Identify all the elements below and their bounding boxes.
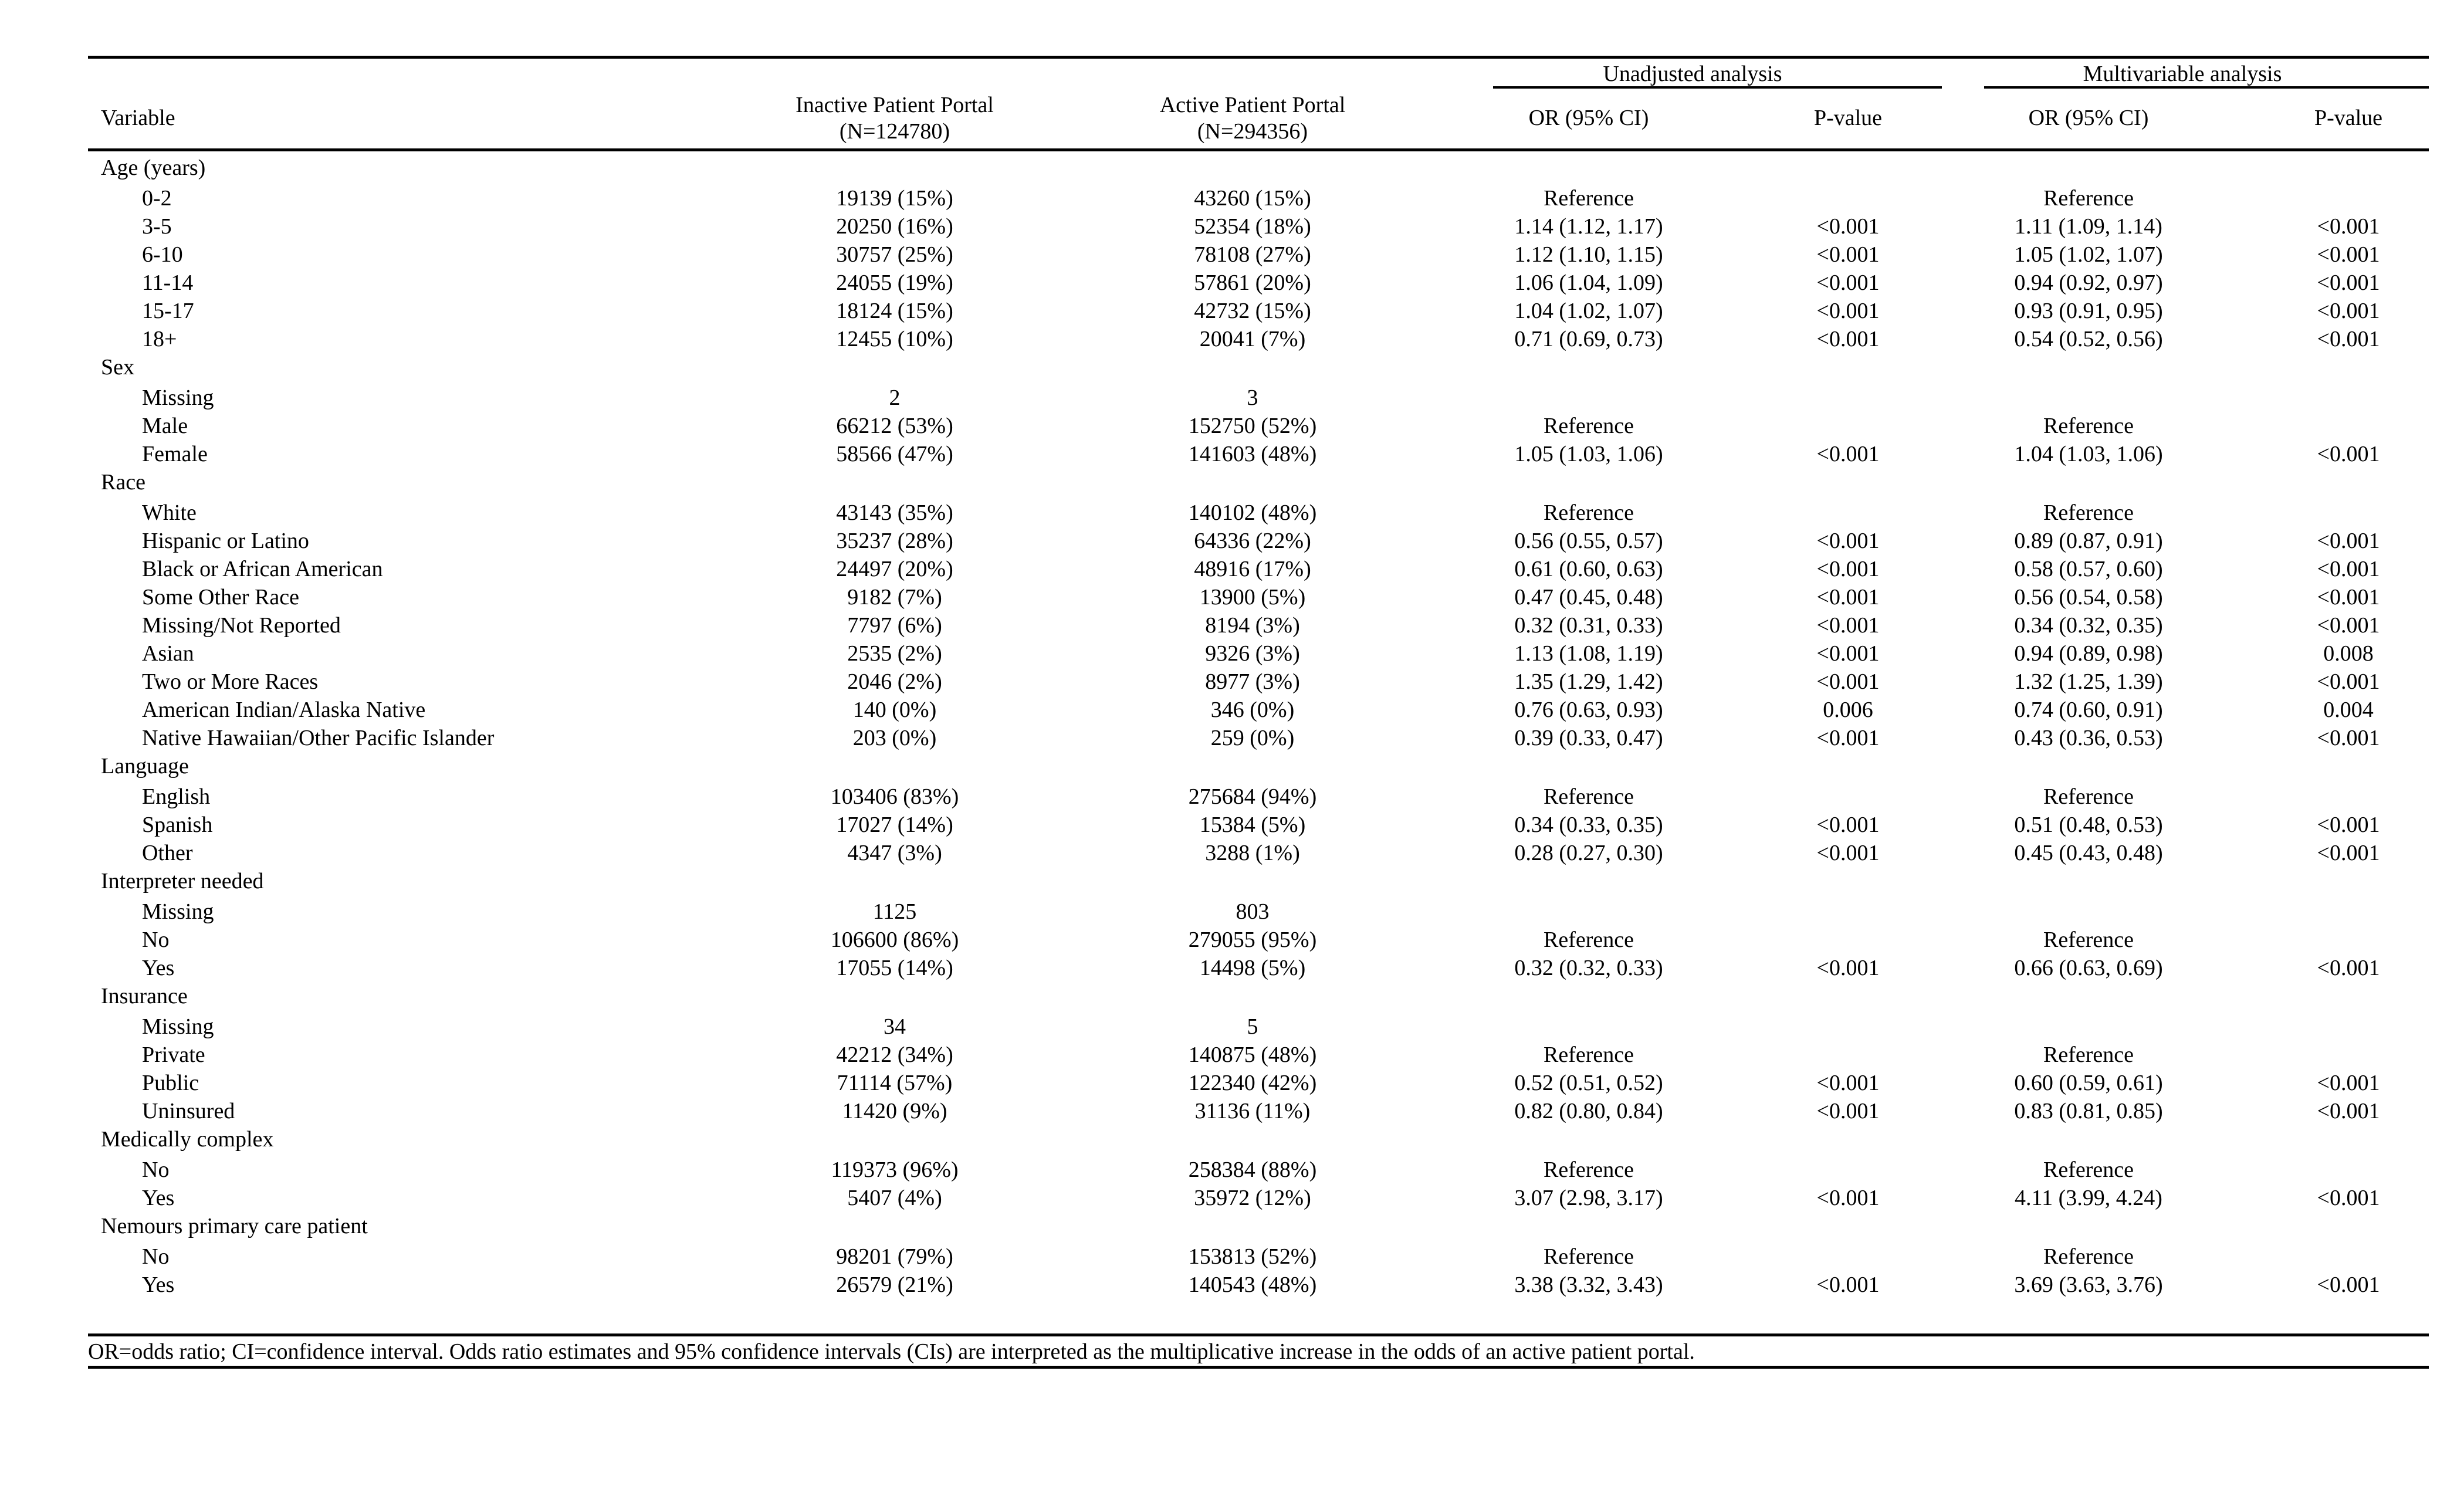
cell-or-ci-unadjusted: 0.47 (0.45, 0.48) [1514,585,1663,610]
cell-active: 3 [1247,385,1258,410]
table-row [88,954,2429,982]
cell-or-ci-multivariable: Reference [2043,1244,2134,1269]
row-label: No [142,1157,170,1182]
table-row [88,384,2429,412]
cell-inactive: 18124 (15%) [836,299,953,323]
cell-or-ci-unadjusted: 0.71 (0.69, 0.73) [1514,327,1663,351]
row-label: Female [142,442,208,466]
cell-inactive: 1125 [872,899,917,924]
cell-or-ci-unadjusted: Reference [1544,784,1634,809]
row-label: No [142,928,170,952]
top-rule [88,56,2429,59]
group-heading-row [88,468,2429,496]
cell-or-ci-multivariable: 0.94 (0.89, 0.98) [2014,641,2163,666]
cell-active: 31136 (11%) [1194,1099,1311,1123]
group-heading-row [88,982,2429,1010]
cell-active: 152750 (52%) [1188,414,1317,438]
cell-or-ci-unadjusted: 1.13 (1.08, 1.19) [1514,641,1663,666]
cell-or-ci-unadjusted: 0.76 (0.63, 0.93) [1514,698,1663,722]
cell-inactive: 19139 (15%) [836,186,953,211]
table-row [88,325,2429,353]
group-label: Sex [101,355,134,380]
cell-active: 153813 (52%) [1188,1244,1317,1269]
cell-active: 346 (0%) [1210,698,1295,722]
table-row [88,440,2429,468]
cell-active: 8977 (3%) [1205,669,1300,694]
cell-pvalue-multivariable: <0.001 [2317,1099,2380,1123]
header-inactive-title: Inactive Patient Portal [796,93,994,117]
cell-inactive: 35237 (28%) [836,529,953,553]
table-row [88,1243,2429,1271]
cell-active: 9326 (3%) [1205,641,1300,666]
group-label: Age (years) [101,155,206,180]
cell-or-ci-multivariable: 0.58 (0.57, 0.60) [2014,557,2163,581]
cell-active: 3288 (1%) [1205,841,1300,865]
cell-active: 48916 (17%) [1194,557,1311,581]
cell-inactive: 17027 (14%) [836,813,953,837]
row-label: English [142,784,211,809]
cell-or-ci-multivariable: 4.11 (3.99, 4.24) [2015,1186,2162,1210]
header-or-ci-multivariable: OR (95% CI) [2028,106,2149,130]
cell-active: 8194 (3%) [1205,613,1300,638]
cell-inactive: 30757 (25%) [836,242,953,267]
cell-or-ci-unadjusted: 1.35 (1.29, 1.42) [1514,669,1663,694]
cell-active: 5 [1247,1014,1258,1039]
table-row [88,1271,2429,1299]
row-label: Uninsured [142,1099,235,1123]
cell-active: 35972 (12%) [1194,1186,1311,1210]
cell-pvalue-unadjusted: <0.001 [1816,299,1880,323]
cell-active: 140543 (48%) [1188,1272,1317,1297]
cell-inactive: 5407 (4%) [847,1186,942,1210]
cell-or-ci-unadjusted: 1.05 (1.03, 1.06) [1514,442,1663,466]
cell-pvalue-unadjusted: <0.001 [1816,1272,1880,1297]
cell-or-ci-unadjusted: 1.12 (1.10, 1.15) [1514,242,1663,267]
cell-inactive: 2 [889,385,901,410]
header-variable: Variable [101,106,175,130]
group-label: Interpreter needed [101,869,264,893]
cell-or-ci-unadjusted: Reference [1544,500,1634,525]
cell-inactive: 2046 (2%) [847,669,942,694]
row-label: Other [142,841,193,865]
cell-pvalue-multivariable: <0.001 [2317,299,2380,323]
cell-or-ci-multivariable: 0.74 (0.60, 0.91) [2014,698,2163,722]
cell-or-ci-multivariable: Reference [2043,186,2134,211]
cell-inactive: 24497 (20%) [836,557,953,581]
cell-or-ci-multivariable: 0.43 (0.36, 0.53) [2014,726,2163,750]
header-pvalue-unadjusted: P-value [1813,106,1883,130]
cell-active: 279055 (95%) [1188,928,1317,952]
table-row [88,583,2429,611]
cell-or-ci-multivariable: Reference [2043,1043,2134,1067]
cell-or-ci-unadjusted: 1.04 (1.02, 1.07) [1514,299,1663,323]
cell-pvalue-unadjusted: <0.001 [1816,557,1880,581]
cell-pvalue-unadjusted: 0.006 [1823,698,1873,722]
group-label: Race [101,470,145,495]
row-label: Hispanic or Latino [142,529,309,553]
cell-or-ci-unadjusted: 0.32 (0.32, 0.33) [1514,956,1663,980]
row-label: Yes [142,1186,175,1210]
cell-pvalue-unadjusted: <0.001 [1816,442,1880,466]
cell-inactive: 17055 (14%) [836,956,953,980]
cell-or-ci-multivariable: 0.66 (0.63, 0.69) [2014,956,2163,980]
header-or-ci-unadjusted: OR (95% CI) [1528,106,1649,130]
cell-active: 64336 (22%) [1194,529,1311,553]
row-label: 11-14 [142,270,194,295]
cell-or-ci-unadjusted: 3.38 (3.32, 3.43) [1514,1272,1663,1297]
cell-inactive: 26579 (21%) [836,1272,953,1297]
table-row [88,241,2429,269]
cell-or-ci-unadjusted: 0.56 (0.55, 0.57) [1514,529,1663,553]
cell-active: 20041 (7%) [1199,327,1306,351]
cell-active: 275684 (94%) [1188,784,1317,809]
cell-active: 803 [1236,899,1270,924]
cell-or-ci-unadjusted: 0.52 (0.51, 0.52) [1514,1071,1663,1095]
row-label: Missing [142,1014,214,1039]
row-label: Public [142,1071,199,1095]
cell-or-ci-multivariable: Reference [2043,500,2134,525]
cell-or-ci-multivariable: 0.83 (0.81, 0.85) [2014,1099,2163,1123]
cell-pvalue-unadjusted: <0.001 [1816,529,1880,553]
table-row [88,555,2429,583]
row-label: Native Hawaiian/Other Pacific Islander [142,726,495,750]
cell-active: 15384 (5%) [1199,813,1306,837]
header-unadjusted-analysis: Unadjusted analysis [1603,62,1782,86]
row-label: 18+ [142,327,177,351]
cell-or-ci-multivariable: 0.45 (0.43, 0.48) [2014,841,2163,865]
row-label: Black or African American [142,557,383,581]
cell-pvalue-unadjusted: <0.001 [1816,813,1880,837]
cell-inactive: 106600 (86%) [830,928,959,952]
table-row [88,527,2429,555]
table-row [88,1013,2429,1041]
table-row [88,696,2429,724]
table-row [88,1069,2429,1097]
cell-inactive: 4347 (3%) [847,841,942,865]
cell-or-ci-unadjusted: 0.28 (0.27, 0.30) [1514,841,1663,865]
cell-or-ci-unadjusted: 0.34 (0.33, 0.35) [1514,813,1663,837]
cell-or-ci-multivariable: 0.34 (0.32, 0.35) [2014,613,2163,638]
cell-inactive: 43143 (35%) [836,500,953,525]
table-row [88,668,2429,696]
cell-or-ci-multivariable: 0.93 (0.91, 0.95) [2014,299,2163,323]
cell-inactive: 103406 (83%) [830,784,959,809]
cell-or-ci-multivariable: 0.60 (0.59, 0.61) [2014,1071,2163,1095]
cell-or-ci-unadjusted: Reference [1544,928,1634,952]
header-active-n: (N=294356) [1197,119,1308,144]
table-row [88,212,2429,241]
group-heading-row [88,353,2429,381]
table-row [88,1156,2429,1184]
cell-or-ci-unadjusted: 0.32 (0.31, 0.33) [1514,613,1663,638]
row-label: Asian [142,641,194,666]
cell-or-ci-unadjusted: 1.14 (1.12, 1.17) [1514,214,1663,239]
cell-pvalue-multivariable: <0.001 [2317,327,2380,351]
cell-inactive: 2535 (2%) [847,641,942,666]
cell-active: 57861 (20%) [1194,270,1311,295]
row-label: White [142,500,197,525]
cell-active: 258384 (88%) [1188,1157,1317,1182]
cell-inactive: 11420 (9%) [842,1099,947,1123]
cell-pvalue-unadjusted: <0.001 [1816,327,1880,351]
table-row [88,811,2429,839]
cell-or-ci-unadjusted: Reference [1544,1043,1634,1067]
cell-pvalue-unadjusted: <0.001 [1816,242,1880,267]
group-label: Nemours primary care patient [101,1214,368,1238]
row-label: Two or More Races [142,669,319,694]
cell-inactive: 71114 (57%) [837,1071,953,1095]
cell-pvalue-multivariable: <0.001 [2317,529,2380,553]
header-multivariable-analysis: Multivariable analysis [2083,62,2282,86]
row-label: 15-17 [142,299,194,323]
row-label: No [142,1244,170,1269]
cell-active: 140875 (48%) [1188,1043,1317,1067]
cell-pvalue-multivariable: <0.001 [2317,242,2380,267]
cell-or-ci-multivariable: 0.94 (0.92, 0.97) [2014,270,2163,295]
table-row [88,297,2429,325]
cell-pvalue-unadjusted: <0.001 [1816,726,1880,750]
row-label: American Indian/Alaska Native [142,698,426,722]
cell-pvalue-multivariable: <0.001 [2317,1071,2380,1095]
cell-active: 141603 (48%) [1188,442,1317,466]
row-label: 0-2 [142,186,172,211]
cell-or-ci-multivariable: Reference [2043,928,2134,952]
cell-inactive: 140 (0%) [852,698,937,722]
table-row [88,639,2429,668]
table-row [88,783,2429,811]
group-heading-row [88,1125,2429,1153]
cell-or-ci-unadjusted: Reference [1544,1244,1634,1269]
cell-pvalue-multivariable: <0.001 [2317,1272,2380,1297]
table-bottom-rule [88,1333,2429,1336]
cell-pvalue-unadjusted: <0.001 [1816,214,1880,239]
cell-or-ci-multivariable: Reference [2043,414,2134,438]
cell-pvalue-multivariable: 0.008 [2323,641,2374,666]
cell-pvalue-unadjusted: <0.001 [1816,270,1880,295]
row-label: Yes [142,1272,175,1297]
cell-pvalue-multivariable: <0.001 [2317,813,2380,837]
cell-pvalue-multivariable: <0.001 [2317,841,2380,865]
cell-or-ci-multivariable: 0.51 (0.48, 0.53) [2014,813,2163,837]
cell-pvalue-unadjusted: <0.001 [1816,1099,1880,1123]
table-row [88,724,2429,752]
cell-or-ci-unadjusted: Reference [1544,186,1634,211]
group-heading-row [88,154,2429,182]
cell-active: 78108 (27%) [1194,242,1311,267]
table-footnote: OR=odds ratio; CI=confidence interval. Odds ratio estimates and 95% confidence intervals (CIs) are interpreted as the multiplicative increase in the odds of an active patient portal. [88,1339,1695,1364]
cell-pvalue-multivariable: 0.004 [2323,698,2374,722]
cell-or-ci-multivariable: Reference [2043,1157,2134,1182]
cell-inactive: 66212 (53%) [836,414,953,438]
cell-pvalue-multivariable: <0.001 [2317,442,2380,466]
cell-pvalue-multivariable: <0.001 [2317,585,2380,610]
cell-pvalue-unadjusted: <0.001 [1816,1071,1880,1095]
cell-pvalue-multivariable: <0.001 [2317,726,2380,750]
cell-or-ci-unadjusted: 0.82 (0.80, 0.84) [1514,1099,1663,1123]
row-label: 6-10 [142,242,183,267]
cell-or-ci-multivariable: 1.05 (1.02, 1.07) [2014,242,2163,267]
table-row [88,1041,2429,1069]
row-label: Missing [142,385,214,410]
cell-or-ci-multivariable: 0.56 (0.54, 0.58) [2014,585,2163,610]
row-label: Private [142,1043,205,1067]
table-row [88,184,2429,212]
cell-pvalue-multivariable: <0.001 [2317,1186,2380,1210]
cell-inactive: 34 [884,1014,906,1039]
table-row [88,898,2429,926]
cell-or-ci-multivariable: 0.89 (0.87, 0.91) [2014,529,2163,553]
cell-pvalue-unadjusted: <0.001 [1816,956,1880,980]
cell-inactive: 20250 (16%) [836,214,953,239]
cell-or-ci-unadjusted: 0.61 (0.60, 0.63) [1514,557,1663,581]
table-row [88,1184,2429,1212]
cell-pvalue-multivariable: <0.001 [2317,613,2380,638]
cell-active: 14498 (5%) [1199,956,1306,980]
group-heading-row [88,1212,2429,1240]
cell-or-ci-unadjusted: 1.06 (1.04, 1.09) [1514,270,1663,295]
row-label: Yes [142,956,175,980]
cell-inactive: 12455 (10%) [836,327,953,351]
cell-inactive: 7797 (6%) [847,613,942,638]
group-heading-row [88,752,2429,780]
row-label: Some Other Race [142,585,300,610]
cell-pvalue-multivariable: <0.001 [2317,956,2380,980]
table-row [88,611,2429,639]
cell-active: 13900 (5%) [1199,585,1306,610]
footnote-bottom-rule [88,1366,2429,1369]
header-bottom-rule [88,148,2429,151]
table-row [88,839,2429,867]
group-label: Language [101,754,189,779]
cell-pvalue-unadjusted: <0.001 [1816,1186,1880,1210]
cell-active: 42732 (15%) [1194,299,1311,323]
header-active-title: Active Patient Portal [1159,93,1346,117]
row-label: Spanish [142,813,213,837]
cell-active: 259 (0%) [1210,726,1295,750]
table-row [88,412,2429,440]
cell-pvalue-multivariable: <0.001 [2317,557,2380,581]
cell-inactive: 98201 (79%) [836,1244,953,1269]
cell-inactive: 203 (0%) [852,726,937,750]
table-row [88,1097,2429,1125]
table-row [88,499,2429,527]
cell-pvalue-multivariable: <0.001 [2317,214,2380,239]
header-inactive-n: (N=124780) [839,119,950,144]
row-label: Male [142,414,188,438]
row-label: Missing/Not Reported [142,613,341,638]
row-label: Missing [142,899,214,924]
cell-or-ci-multivariable: 1.11 (1.09, 1.14) [2015,214,2162,239]
cell-pvalue-multivariable: <0.001 [2317,270,2380,295]
group-label: Insurance [101,984,188,1008]
cell-or-ci-multivariable: Reference [2043,784,2134,809]
cell-active: 43260 (15%) [1194,186,1311,211]
cell-inactive: 58566 (47%) [836,442,953,466]
cell-active: 52354 (18%) [1194,214,1311,239]
cell-pvalue-unadjusted: <0.001 [1816,585,1880,610]
cell-inactive: 119373 (96%) [831,1157,959,1182]
cell-pvalue-unadjusted: <0.001 [1816,669,1880,694]
cell-or-ci-unadjusted: Reference [1544,414,1634,438]
cell-or-ci-unadjusted: 3.07 (2.98, 3.17) [1514,1186,1663,1210]
cell-inactive: 9182 (7%) [847,585,942,610]
cell-pvalue-multivariable: <0.001 [2317,669,2380,694]
cell-or-ci-unadjusted: 0.39 (0.33, 0.47) [1514,726,1663,750]
cell-or-ci-multivariable: 1.04 (1.03, 1.06) [2014,442,2163,466]
table-row [88,926,2429,954]
cell-or-ci-multivariable: 0.54 (0.52, 0.56) [2014,327,2163,351]
cell-pvalue-unadjusted: <0.001 [1816,841,1880,865]
header-pvalue-multivariable: P-value [2314,106,2383,130]
cell-active: 140102 (48%) [1188,500,1317,525]
row-label: 3-5 [142,214,172,239]
group-heading-row [88,867,2429,895]
cell-inactive: 42212 (34%) [836,1043,953,1067]
cell-or-ci-unadjusted: Reference [1544,1157,1634,1182]
cell-active: 122340 (42%) [1188,1071,1317,1095]
cell-pvalue-unadjusted: <0.001 [1816,641,1880,666]
cell-or-ci-multivariable: 1.32 (1.25, 1.39) [2014,669,2163,694]
cell-pvalue-unadjusted: <0.001 [1816,613,1880,638]
cell-or-ci-multivariable: 3.69 (3.63, 3.76) [2014,1272,2163,1297]
table-row [88,269,2429,297]
group-label: Medically complex [101,1127,274,1152]
cell-inactive: 24055 (19%) [836,270,953,295]
